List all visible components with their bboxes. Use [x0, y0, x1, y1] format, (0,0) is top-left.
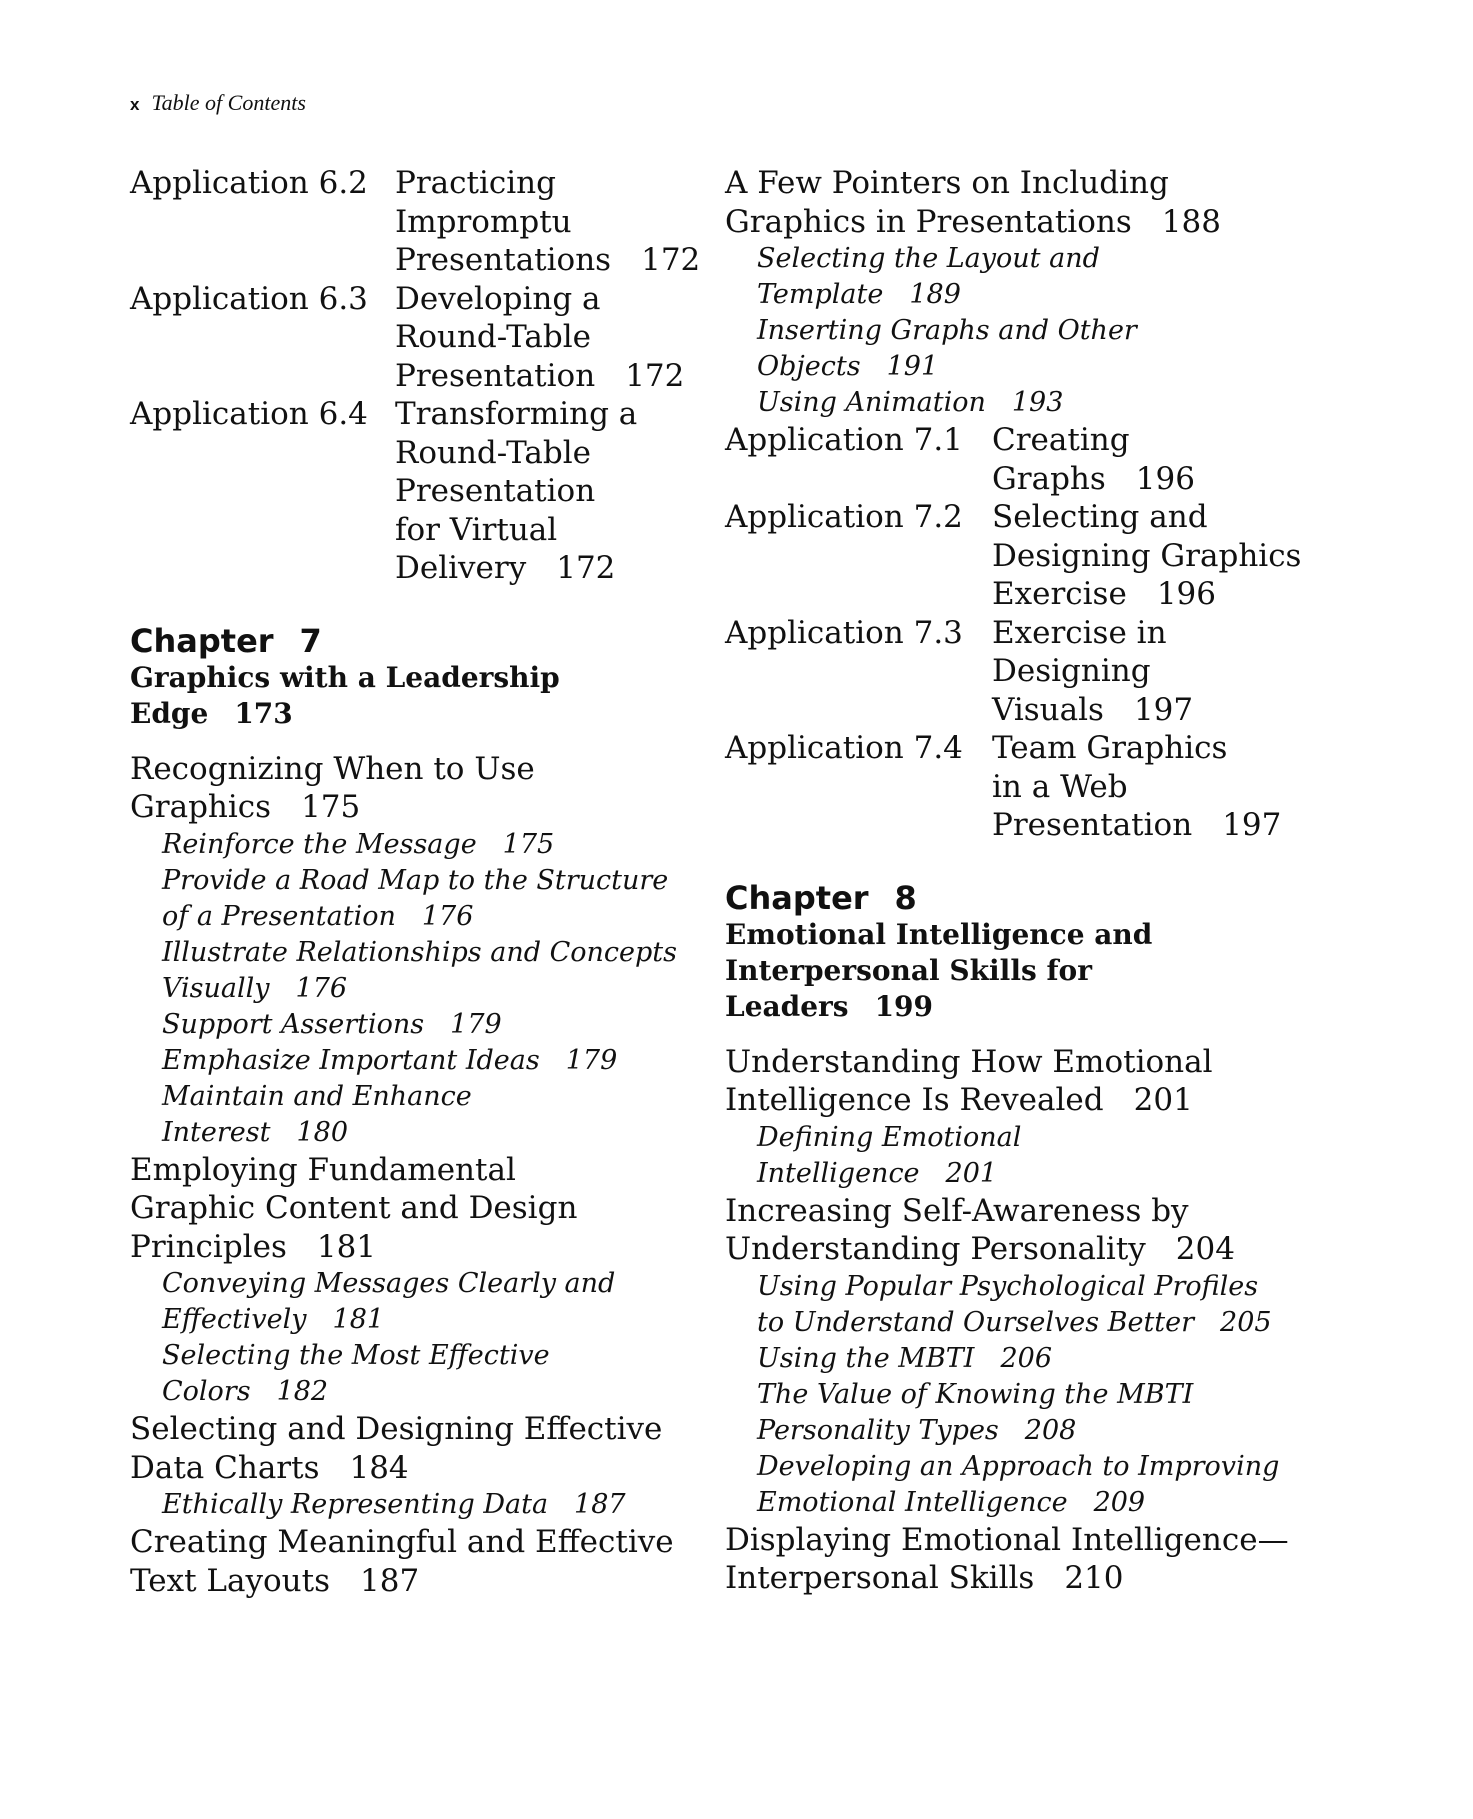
title-line: Selecting and [992, 499, 1208, 535]
application-label: Application 7.1 [725, 422, 963, 458]
page-ref: 172 [625, 357, 685, 394]
title-line: Exercise in [992, 614, 1167, 651]
subsection-line: Ethically Representing Data [162, 1489, 549, 1520]
subsection-line: Reinforce the Message [162, 828, 477, 860]
page-ref: 196 [1135, 460, 1195, 497]
toc-subsection[interactable] [130, 1043, 710, 1079]
subsection-line: Effectively [162, 1304, 307, 1335]
title-line: Designing Graphics [992, 537, 1302, 574]
section-line: Understanding How Emotional [725, 1043, 1213, 1080]
section-line: Displaying Emotional Intelligence— [725, 1521, 1289, 1558]
application-title [395, 164, 710, 280]
application-label: Application 7.2 [725, 499, 963, 535]
page-ref: 197 [1222, 807, 1282, 843]
toc-subsection[interactable] [725, 241, 1365, 313]
page-ref: 208 [1024, 1414, 1077, 1446]
subsection-line: The Value of Knowing the MBTI [757, 1378, 1194, 1410]
subsection-line: Defining Emotional [757, 1121, 1022, 1153]
page-ref: 172 [556, 550, 616, 586]
section-line: Graphic Content and Design [130, 1190, 578, 1226]
application-label: Application 7.3 [725, 614, 963, 651]
subsection-line: Colors [162, 1376, 251, 1407]
toc-subsection[interactable] [130, 1338, 710, 1410]
toc-subsection[interactable] [130, 1266, 710, 1338]
title-line: Team Graphics [992, 730, 1228, 766]
application-label: Application 6.3 [130, 280, 368, 317]
title-line: Creating [992, 422, 1130, 458]
toc-section[interactable] [130, 1523, 710, 1600]
title-line: Presentation [395, 357, 596, 394]
title-line: in a Web [992, 768, 1128, 805]
page-ref: 189 [909, 279, 961, 310]
section-line: Selecting and Designing Effective [130, 1411, 663, 1447]
toc-subsection[interactable] [130, 827, 710, 863]
chapter-title-line: Edge [130, 696, 209, 730]
toc-section[interactable] [725, 1192, 1365, 1269]
subsection-line: Objects [757, 351, 861, 382]
application-title [992, 614, 1365, 730]
toc-entry-application-6-3[interactable] [130, 280, 710, 396]
page-ref: 176 [421, 900, 474, 932]
page-ref: 181 [332, 1304, 385, 1335]
section-line: Employing Fundamental [130, 1151, 516, 1188]
toc-subsection[interactable] [725, 1377, 1365, 1449]
toc-subsection[interactable] [725, 1341, 1365, 1377]
page-ref: 173 [234, 696, 293, 730]
section-line: A Few Pointers on Including [725, 165, 1169, 201]
subsection-line: Intelligence [757, 1157, 920, 1189]
title-line: Round-Table [395, 434, 592, 471]
application-title [992, 729, 1365, 845]
running-head-title: Table of Contents [151, 90, 306, 115]
page-ref: 184 [349, 1449, 409, 1486]
toc-entry-application-6-2[interactable] [130, 164, 710, 280]
section-line: Recognizing When to Use [130, 750, 535, 787]
page-ref: 205 [1220, 1306, 1272, 1338]
section-line: Data Charts [130, 1449, 320, 1486]
toc-subsection[interactable] [725, 385, 1365, 421]
title-line: Graphs [992, 460, 1106, 497]
page-ref: 180 [296, 1116, 349, 1148]
subsection-line: Maintain and Enhance [162, 1080, 472, 1112]
page-ref: 209 [1093, 1486, 1146, 1518]
chapter-label: Chapter [725, 878, 869, 917]
toc-subsection[interactable] [130, 935, 710, 1007]
subsection-line: Template [757, 279, 884, 310]
application-title [992, 498, 1365, 614]
subsection-line: Conveying Messages Clearly and [162, 1268, 616, 1299]
toc-entry-application-7-4[interactable] [725, 729, 1365, 845]
page-ref: 201 [945, 1157, 998, 1189]
subsection-line: Selecting the Most Effective [162, 1340, 550, 1371]
chapter-title-line: Emotional Intelligence and [725, 917, 1153, 951]
title-line: Round-Table [395, 319, 592, 355]
subsection-line: Provide a Road Map to the Structure [162, 864, 669, 896]
title-line: Visuals [992, 691, 1104, 728]
toc-entry-application-7-2[interactable] [725, 498, 1365, 614]
left-column [130, 164, 710, 1600]
title-line: Delivery [395, 550, 527, 586]
toc-section[interactable] [725, 1043, 1365, 1120]
subsection-line: Personality Types [757, 1414, 999, 1446]
chapter-title-line: Leaders [725, 989, 849, 1023]
application-title [395, 395, 710, 588]
title-line: Impromptu [395, 203, 572, 240]
subsection-line: Developing an Approach to Improving [757, 1450, 1280, 1482]
title-line: Presentations [395, 242, 612, 278]
subsection-line: Visually [162, 972, 270, 1004]
chapter-number: 7 [299, 621, 322, 660]
page-ref: 199 [874, 989, 934, 1023]
title-line: Designing [992, 653, 1151, 689]
subsection-line: Selecting the Layout and [757, 243, 1100, 274]
page-ref: 176 [295, 972, 348, 1004]
toc-subsection[interactable] [725, 1449, 1365, 1521]
page-ref: 172 [641, 242, 701, 278]
title-line: Exercise [992, 576, 1127, 612]
subsection-line: Interest [162, 1116, 271, 1148]
subsection-line: Using Popular Psychological Profiles [757, 1270, 1259, 1302]
page-ref: 179 [450, 1008, 502, 1040]
chapter-8-title[interactable] [725, 917, 1365, 1025]
subsection-line: Support Assertions [162, 1008, 425, 1040]
chapter-label: Chapter [130, 621, 274, 660]
toc-subsection[interactable] [130, 863, 710, 935]
toc-subsection[interactable] [130, 1487, 710, 1523]
section-line: Graphics in Presentations [725, 203, 1132, 240]
page-ref: 181 [316, 1228, 377, 1265]
section-line: Text Layouts [130, 1562, 330, 1599]
toc-subsection[interactable] [130, 1079, 710, 1151]
page-ref: 179 [565, 1044, 618, 1076]
chapter-title-line: Interpersonal Skills for [725, 953, 1092, 987]
chapter-7-title[interactable] [130, 660, 710, 732]
subsection-line: Emphasize Important Ideas [162, 1044, 540, 1076]
toc-subsection[interactable] [725, 1269, 1365, 1341]
section-line: Principles [130, 1228, 287, 1265]
toc-subsection[interactable] [130, 1007, 710, 1043]
page-ref: 175 [301, 789, 361, 825]
toc-subsection[interactable] [725, 313, 1365, 385]
title-line: Developing a [395, 280, 601, 317]
section-line: Creating Meaningful and Effective [130, 1524, 674, 1560]
title-line: Presentation [395, 473, 596, 509]
page-ref: 201 [1133, 1082, 1193, 1118]
toc-section[interactable] [725, 164, 1365, 241]
title-line: for Virtual [395, 511, 558, 548]
application-label: Application 6.4 [130, 396, 368, 432]
page-ref: 187 [574, 1489, 626, 1520]
page-ref: 182 [276, 1376, 329, 1407]
toc-entry-application-6-4[interactable] [130, 395, 710, 588]
toc-section[interactable] [130, 1410, 710, 1487]
chapter-title-line: Graphics with a Leadership [130, 660, 560, 694]
running-head [130, 90, 306, 116]
page-ref: 175 [502, 828, 555, 860]
title-line: Practicing [395, 165, 556, 201]
subsection-line: Illustrate Relationships and Concepts [162, 936, 677, 968]
page-ref: 206 [1000, 1342, 1053, 1374]
toc-section[interactable] [130, 750, 710, 827]
chapter-7-heading [130, 622, 710, 660]
page-ref: 210 [1064, 1560, 1124, 1596]
page-ref: 193 [1011, 387, 1064, 418]
application-title [992, 421, 1365, 498]
chapter-number: 8 [894, 878, 917, 917]
page-ref: 197 [1133, 691, 1194, 728]
page-number: x [130, 95, 140, 114]
toc-entry-application-7-1[interactable] [725, 421, 1365, 498]
toc-entry-application-7-3[interactable] [725, 614, 1365, 730]
section-line: Graphics [130, 789, 272, 825]
subsection-line: of a Presentation [162, 900, 396, 932]
toc-section[interactable] [130, 1151, 710, 1267]
toc-subsection[interactable] [725, 1120, 1365, 1192]
page-ref: 191 [886, 351, 939, 382]
chapter-8-heading [725, 879, 1365, 917]
subsection-line: to Understand Ourselves Better [757, 1306, 1195, 1338]
application-title [395, 280, 710, 396]
section-line: Understanding Personality [725, 1231, 1146, 1267]
subsection-line: Using the MBTI [757, 1342, 975, 1374]
title-line: Transforming a [395, 396, 638, 432]
section-line: Intelligence Is Revealed [725, 1082, 1104, 1118]
application-label: Application 6.2 [130, 165, 368, 201]
page-ref: 188 [1161, 203, 1221, 240]
right-column [725, 164, 1365, 1598]
subsection-line: Using Animation [757, 387, 986, 418]
application-label: Application 7.4 [725, 730, 963, 766]
toc-section[interactable] [725, 1521, 1365, 1598]
section-line: Increasing Self-Awareness by [725, 1192, 1189, 1229]
title-line: Presentation [992, 807, 1193, 843]
page-ref: 196 [1156, 576, 1216, 612]
subsection-line: Inserting Graphs and Other [757, 315, 1137, 346]
page-ref: 204 [1175, 1231, 1235, 1267]
section-line: Interpersonal Skills [725, 1560, 1035, 1596]
page-ref: 187 [360, 1562, 420, 1599]
subsection-line: Emotional Intelligence [757, 1486, 1068, 1518]
